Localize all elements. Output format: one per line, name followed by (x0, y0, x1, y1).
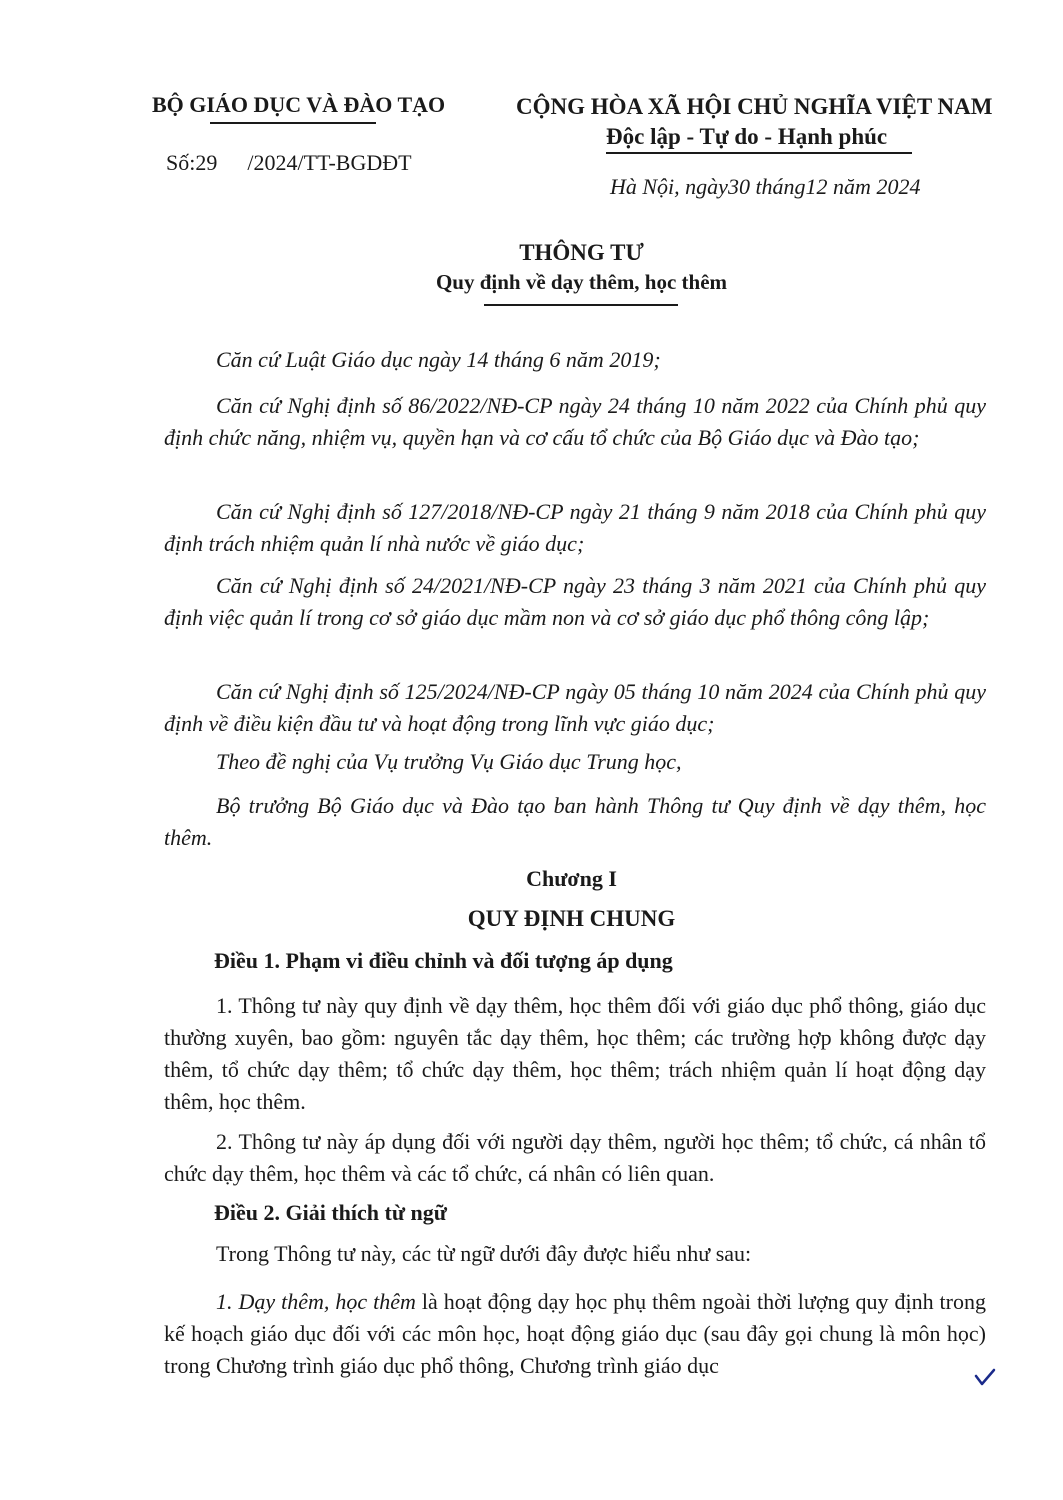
document-number (166, 150, 412, 176)
definition-text: là hoạt động dạy học phụ thêm ngoài thời lượng quy định trong kế hoạch giáo dục đối với các môn học, hoạt động giáo dục (sau đây gọi chung là môn học) trong Chương trình giáo dục phổ thông, Chương trình giáo dục (164, 1289, 986, 1378)
document-title: THÔNG TƯ (519, 240, 644, 265)
title-underline (484, 304, 678, 306)
preamble-paragraph: Theo đề nghị của Vụ trưởng Vụ Giáo dục Trung học, (216, 749, 682, 774)
document-subtitle: Quy định về dạy thêm, học thêm (435, 270, 728, 294)
ministry-underline (210, 122, 376, 124)
date-line: Hà Nội, ngày30 tháng12 năm 2024 (610, 174, 921, 199)
national-motto: Độc lập - Tự do - Hạnh phúc (606, 124, 888, 149)
chapter-title: QUY ĐỊNH CHUNG (467, 906, 676, 931)
article-heading: Điều 2. Giải thích từ ngữ (214, 1200, 447, 1225)
article-heading: Điều 1. Phạm vi điều chỉnh và đối tượng áp dụng (214, 948, 673, 973)
preamble-paragraph: Căn cứ Nghị định số 86/2022/NĐ-CP ngày 24 tháng 10 năm 2022 của Chính phủ quy định chức năng, nhiệm vụ, quyền hạn và cơ cấu tổ chức của Bộ Giáo dục và Đào tạo; (164, 393, 986, 450)
preamble-paragraph: Căn cứ Nghị định số 125/2024/NĐ-CP ngày 05 tháng 10 năm 2024 của Chính phủ quy định về điều kiện đầu tư và hoạt động trong lĩnh vực giáo dục; (164, 679, 986, 736)
preamble-paragraph: Căn cứ Luật Giáo dục ngày 14 tháng 6 năm 2019; (216, 347, 661, 372)
preamble-paragraph: Bộ trưởng Bộ Giáo dục và Đào tạo ban hành Thông tư Quy định về dạy thêm, học thêm. (164, 793, 986, 850)
document-number-suffix: /2024/TT-BGDĐT (247, 150, 412, 175)
initial-checkmark-icon (972, 1364, 998, 1390)
article-clause: 2. Thông tư này áp dụng đối với người dạy thêm, người học thêm; tổ chức, cá nhân tổ chức dạy thêm, học thêm và các tổ chức, cá nhân có liên quan. (164, 1129, 986, 1186)
ministry-name: BỘ GIÁO DỤC VÀ ĐÀO TẠO (152, 92, 446, 117)
document-number-prefix: Số:29 (166, 150, 218, 175)
republic-name: CỘNG HÒA XÃ HỘI CHỦ NGHĨA VIỆT NAM (516, 94, 993, 119)
preamble-paragraph: Căn cứ Nghị định số 127/2018/NĐ-CP ngày 21 tháng 9 năm 2018 của Chính phủ quy định trách nhiệm quản lí nhà nước về giáo dục; (164, 499, 986, 556)
definition-term: 1. Dạy thêm, học thêm (216, 1289, 416, 1314)
preamble-paragraph: Căn cứ Nghị định số 24/2021/NĐ-CP ngày 23 tháng 3 năm 2021 của Chính phủ quy định việc quản lí trong cơ sở giáo dục mầm non và cơ sở giáo dục phổ thông công lập; (164, 573, 986, 630)
definition-paragraph (164, 1286, 986, 1382)
article-clause: 1. Thông tư này quy định về dạy thêm, học thêm đối với giáo dục phổ thông, giáo dục thường xuyên, bao gồm: nguyên tắc dạy thêm, học thêm; các trường hợp không được dạy thêm, tổ chức dạy thêm; tổ chức dạy thêm, học thêm; trách nhiệm quản lí hoạt động dạy thêm, học thêm. (164, 993, 986, 1114)
motto-underline (606, 152, 912, 154)
chapter-label: Chương I (526, 866, 617, 891)
article-intro: Trong Thông tư này, các từ ngữ dưới đây được hiểu như sau: (216, 1241, 752, 1266)
